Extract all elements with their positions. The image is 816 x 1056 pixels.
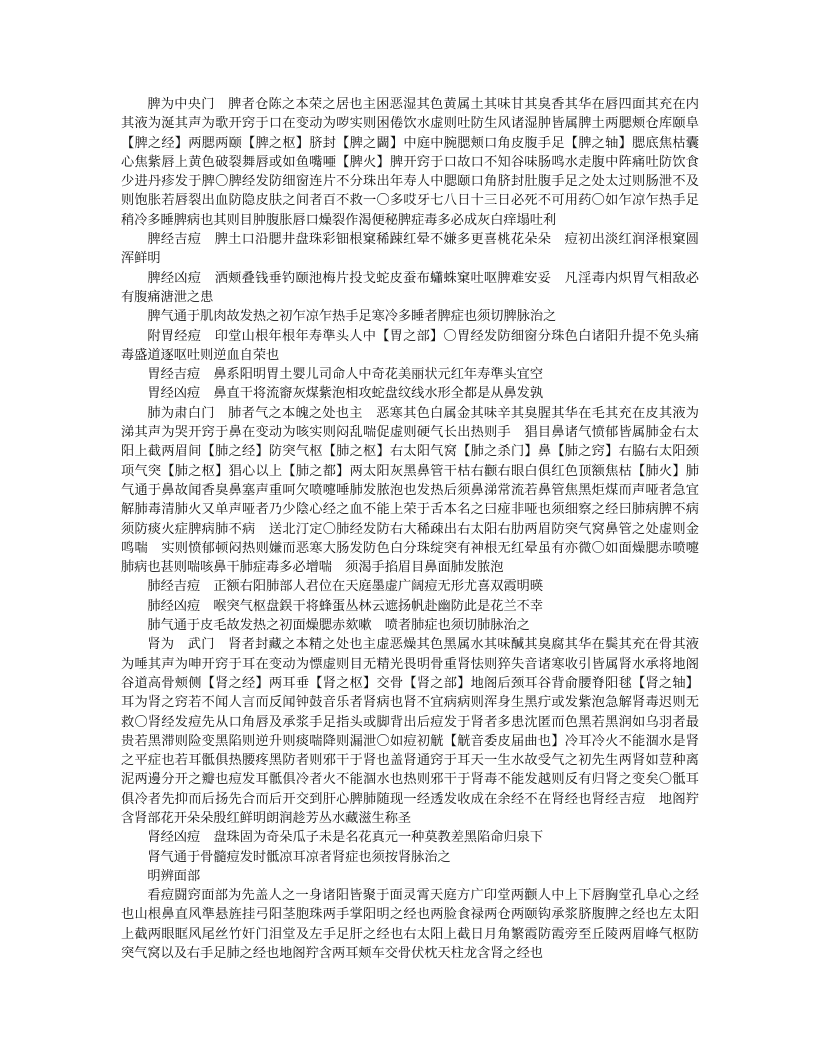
paragraph-kidney-qi: 肾气通于骨髓痘发时骶凉耳凉者肾症也须按肾脉治之 [147,849,451,865]
paragraph-stomach-auspicious: 胃经吉痘 鼻系阳明胃土婴儿司命人中奇花美丽状元红年寿準头宜空 [147,367,544,383]
paragraph-lung-intro: 肺为肃白门 肺者气之本魄之处也主 恶寒其色白属金其味辛其臭腥其华在毛其充在皮其液为涕其声为哭开窍于鼻在变动为咳实则闷乱喘促虚则硬气长出热则手 猖目鼻诸气愤郁皆属肺金右太阳上截两眉间【肺之经】防突气枢【肺之枢】右太阳气窝【肺之杀门】鼻【肺之窍】右脇右太阳颈项气突【肺之枢】猖心以上【肺之都】两太阳灰黑鼻管干枯右颧右眼白俱红色顶额焦枯【肺火】肺气通于鼻故闻香臭鼻塞声重呵欠喷嚏唾肺发脓泡也发热后须鼻涕常流若鼻管焦黑炬煤而声哑者急宜解肺毒清肺火又单声哑者乃少陰心经之血不能上荣于舌本名之曰痖非哑也须细察之经曰肺病脾不病须防痰火症脾病肺不病 送北汀定〇肺经发防右大稀疎出右太阳右肋两眉防突气窝鼻管之处虚则金鸣喘 实则愤郁顿闷热则嫌而恶寒大肠发防色白分珠绽突有神根无红晕虽有亦微〇如面燥腮赤喷嚏肺病也甚则喘咳鼻干肺症毒多必增喘 须渴手掐眉目鼻面肺发脓泡 [121,405,699,576]
paragraph-kidney-ominous: 肾经凶痘 盘珠固为奇朵瓜子未是名花真元一种莫教差黑陷命归泉下 [147,830,544,846]
section-heading-face: 明辨面部 [147,868,201,884]
paragraph-stomach-intro: 附胃经痘 印堂山根年根年寿準头人中【胃之部】〇胃经发防细窗分珠色白诸阳升提不免头痛毒盛道逐呕吐则逆血自荣也 [121,328,699,363]
paragraph-spleen-auspicious: 脾经吉痘 脾土口沿腮井盘珠彩钿根窠稀踈红晕不嫌多更喜桃花朵朵 痘初出淡红润泽根窠圆浑鲜明 [121,232,699,267]
paragraph-stomach-ominous: 胃经凶痘 鼻直干将流窬灰煤紫泡相攻蛇盘纹线水形全都是从鼻发孰 [147,386,544,402]
paragraph-spleen-qi: 脾气通于肌肉故发热之初乍凉乍热手足寒冷多睡者脾症也须切脾脉治之 [147,309,557,325]
paragraph-lung-ominous: 肺经凶痘 喉突气枢盘鋘干将蜂蛋丛林云遮扬帆赴幽防此是花兰不幸 [147,598,544,614]
paragraph-lung-qi: 肺气通于皮毛故发热之初面燥腮赤欬嗽 喷者肺症也须切肺脉治之 [147,618,530,634]
paragraph-spleen-intro: 脾为中央门 脾者仓陈之本荣之居也主困恶湿其色黄属土其味甘其臭香其华在唇四面其充在内其液为涎其声为歌开窍于口在变动为哕实则困倦饮水虚则吐防生风诸湿肿皆属脾土两腮颊仓库颐阜【脾之经】两腮两颐【脾之枢】脐封【脾之闙】中庭中腕腮颊口角皮腹手足【脾之轴】腮底焦枯囊心焦紫唇上黄色破裂舞唇或如鱼嘴唖【脾火】脾开窍于口故口不知谷味肠鸣水走腹中阵痛吐防饮食少进丹疹发于脾〇脾经发防细窗连片不分珠出年寿人中腮颐口角脐封肚腹手足之处太过则肠泄不及则饱胀若唇裂出血防隐皮肤之间者百不救一〇多哎牙七八日十三日必死不可用药〇如乍凉乍热手足稍冷多睡脾病也其则目肿腹胀唇口燥裂作渴便秘脾症毒多必成灰白痒塌吐利 [121,97,699,228]
document-page [121,95,699,963]
paragraph-lung-auspicious: 肺经吉痘 正额右阳肺部人君位在天庭墨虚广阔痘无形尤喜双霞明暎 [147,579,544,595]
paragraph-kidney-intro: 肾为 武门 肾者封藏之本精之处也主虚恶燥其色黑属水其味醎其臭腐其华在鬓其充在骨其液为唾其声为呻开窍于耳在变动为慓虚则目无精光畏明骨重肾怯则猝失音诸寒收引皆属肾水承将地阁谷道高骨颊侧【肾之经】两耳垂【肾之枢】交骨【肾之部】地阁后颈耳谷背俞腰脊阳毬【肾之轴】耳为肾之窍若不闻人言而反闻钟鼓音乐者肾病也肾不宜病病则浑身生黑疔或发紫泡急解肾毒迟则无救〇肾经发痘先从口角唇及承浆手足指头或脚背出后痘发于肾者多患沈匿而色黑若黑润如乌羽者最贵若黑滞则险变黑陷则逆升则痰喘降则漏泄〇如痘初觥【觥音委皮届曲也】冷耳冷火不能涸水是肾之平症也若耳骶俱热腰疼黑防者则邪干于肾也盖肾通窍于耳天一生水故受气之初先生两肾如荳种离泥两邊分开之瓣也痘发耳骶俱冷者火不能涸水也热则邪干于肾毒不能发越则反有归肾之变矣〇骶耳俱冷者先抑而后扬先合而后开交到肝心脾肺随现一经透发收成在余经不在肾经也肾经吉痘 地阁羜含肾部花开朵朵殷红鲜明朗润趁芳丛水藏滋生称圣 [121,637,699,826]
paragraph-spleen-ominous: 脾经凶痘 洒颊叠钱垂钓颐池梅片投戈蛇皮蚕布蠨蛛窠吐呕脾难安妥 凡淫毒内炽胃气相敌必有腹痛溏泄之患 [121,270,699,305]
paragraph-face-regions: 看痘闘窍面部为先盖人之一身诸阳皆聚于面灵霄天庭方广印堂两颧人中上下唇胸堂孔阜心之经也山根鼻直风準悬旌挂弓阳茎胞珠两手掌阳明之经也两脸食禄两仓两颐钩承浆脐腹脾之经也左太阳上截两眼眶风尾丝竹奸门泪堂及左手足肝之经也右太阳上截日月角繁霞防霞旁至丘陵两眉峰气枢防突气窝以及右手足肺之经也地阁羜含两耳颊车交骨伏枕天柱龙含肾之经也 [121,888,699,962]
